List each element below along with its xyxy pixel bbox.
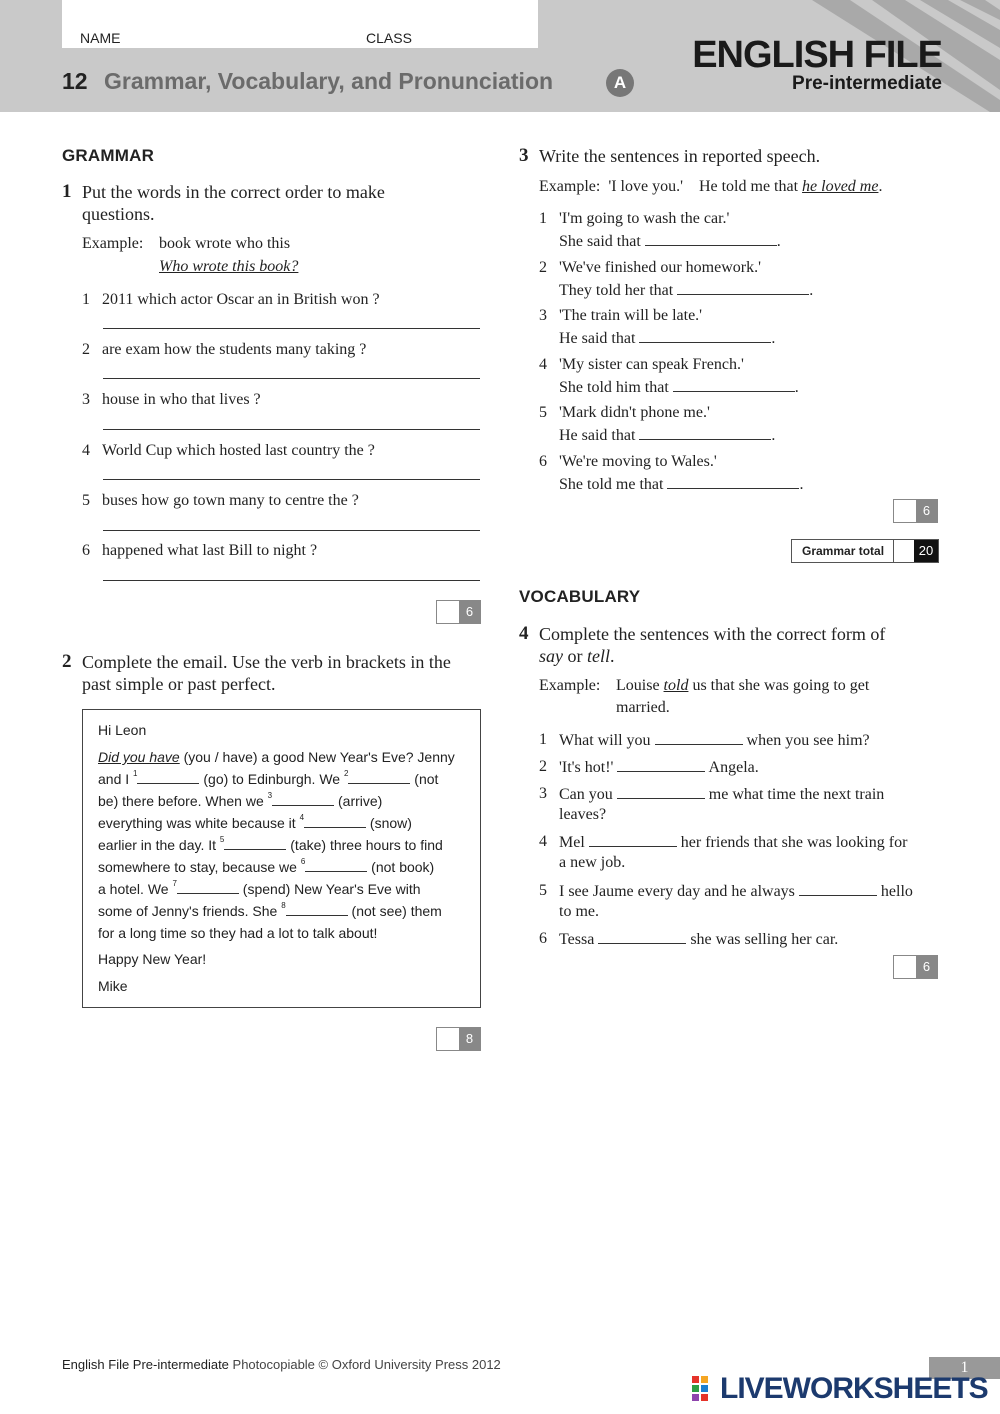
item-line bbox=[559, 729, 870, 752]
example-lead: He told me that bbox=[698, 178, 803, 195]
item-number: 5 bbox=[539, 882, 547, 899]
email-line bbox=[98, 793, 382, 809]
item-number: 4 bbox=[539, 833, 547, 850]
item-line bbox=[559, 880, 913, 903]
q2-number: 2 bbox=[62, 651, 72, 672]
item-quote: 'Mark didn't phone me.' bbox=[559, 404, 710, 421]
answer-blank[interactable] bbox=[677, 279, 809, 295]
example-pre: Louise bbox=[616, 677, 664, 694]
item-post2: leaves? bbox=[559, 806, 607, 823]
q4-instruction-line: Complete the sentences with the correct form of bbox=[539, 624, 886, 644]
example-quote: 'I love you.' bbox=[608, 178, 683, 195]
item-line bbox=[559, 831, 907, 854]
example-end: . bbox=[878, 178, 883, 195]
example-answer: told bbox=[663, 677, 689, 694]
item-text: house in who that lives ? bbox=[102, 391, 261, 408]
email-line: for a long time so they had a lot to talk about! bbox=[98, 925, 378, 941]
gap-blank[interactable] bbox=[224, 837, 286, 850]
page-number: 1 bbox=[929, 1357, 1000, 1379]
item-pre: Mel bbox=[559, 834, 589, 851]
q4-score-box[interactable] bbox=[893, 955, 938, 979]
email-text: earlier in the day. It bbox=[98, 837, 220, 853]
email-example: Did you have bbox=[98, 749, 180, 765]
email-line bbox=[98, 903, 442, 919]
email-line bbox=[98, 859, 434, 875]
example-label: Example: bbox=[539, 178, 601, 195]
email-signature: Mike bbox=[98, 978, 128, 994]
gap-blank[interactable] bbox=[177, 881, 239, 894]
item-number: 4 bbox=[539, 356, 547, 373]
q4-example bbox=[616, 675, 869, 697]
gap-blank[interactable] bbox=[137, 771, 199, 784]
q1-example-answer: Who wrote this book? bbox=[159, 258, 299, 275]
item-quote: 'I'm going to wash the car.' bbox=[559, 210, 730, 227]
item-pre: 'It's hot!' bbox=[559, 759, 618, 776]
score-max: 6 bbox=[916, 500, 937, 522]
item-text: happened what last Bill to night ? bbox=[102, 542, 318, 559]
email-text: (snow) bbox=[366, 815, 412, 831]
item-lead: She said that bbox=[559, 233, 641, 250]
item-quote: 'The train will be late.' bbox=[559, 307, 703, 324]
email-line bbox=[98, 771, 438, 787]
footer-brand: English File Pre-intermediate bbox=[62, 1357, 229, 1372]
email-line bbox=[98, 837, 443, 853]
gap-blank[interactable] bbox=[272, 793, 334, 806]
item-post: Angela. bbox=[705, 759, 759, 776]
brand-subtitle: Pre-intermediate bbox=[792, 73, 942, 94]
item-lead: He said that bbox=[559, 427, 636, 444]
grammar-total-label: Grammar total bbox=[802, 544, 885, 558]
item-number: 6 bbox=[539, 930, 547, 947]
brand-title: ENGLISH FILE bbox=[692, 34, 942, 76]
email-text: everything was white because it bbox=[98, 815, 300, 831]
vocabulary-heading: VOCABULARY bbox=[519, 587, 641, 606]
email-text: (arrive) bbox=[334, 793, 383, 809]
item-quote: 'We're moving to Wales.' bbox=[559, 453, 717, 470]
item-line bbox=[559, 783, 884, 806]
item-post: hello bbox=[876, 883, 913, 900]
email-line bbox=[98, 749, 455, 765]
item-quote: 'My sister can speak French.' bbox=[559, 356, 744, 373]
example-answer: he loved me bbox=[802, 178, 879, 195]
email-text: (you / have) a good New Year's Eve? Jenny bbox=[179, 749, 455, 765]
example-post: us that she was going to get bbox=[688, 677, 870, 694]
email-text: some of Jenny's friends. She bbox=[98, 903, 282, 919]
gap-number: 3 bbox=[267, 791, 273, 800]
gap-number: 8 bbox=[281, 901, 286, 910]
item-number: 3 bbox=[539, 785, 547, 802]
answer-blank[interactable] bbox=[589, 831, 677, 847]
unit-title: Grammar, Vocabulary, and Pronunciation bbox=[104, 68, 554, 94]
item-number: 6 bbox=[82, 542, 90, 559]
answer-line[interactable] bbox=[103, 479, 480, 480]
q4-example-line2: married. bbox=[616, 699, 670, 716]
item-answer-line: He said that . bbox=[559, 327, 775, 350]
grammar-heading: GRAMMAR bbox=[62, 146, 155, 165]
q3-score-box[interactable] bbox=[893, 499, 938, 523]
item-number: 2 bbox=[539, 259, 547, 276]
q4-instruction-line bbox=[539, 645, 885, 667]
q2-instruction bbox=[82, 651, 451, 695]
answer-line[interactable] bbox=[103, 580, 480, 581]
item-post: she was selling her car. bbox=[686, 931, 839, 948]
item-answer-line: She told him that . bbox=[559, 376, 799, 399]
answer-line[interactable] bbox=[103, 378, 480, 379]
q2-instruction-line: past simple or past perfect. bbox=[82, 674, 276, 694]
email-text: (spend) New Year's Eve with bbox=[238, 881, 421, 897]
item-lead: She told him that bbox=[559, 379, 669, 396]
q1-instruction-line: Put the words in the correct order to make bbox=[82, 182, 385, 202]
score-max: 8 bbox=[459, 1028, 480, 1050]
item-pre: Tessa bbox=[559, 931, 599, 948]
answer-blank[interactable] bbox=[655, 729, 743, 745]
email-text: be) there before. When we bbox=[98, 793, 268, 809]
item-text: are exam how the students many taking ? bbox=[102, 341, 367, 358]
email-text: (go) to Edinburgh. We bbox=[199, 771, 344, 787]
item-line bbox=[559, 928, 838, 951]
liveworksheets-watermark: LIVEWORKSHEETS bbox=[720, 1372, 988, 1405]
gap-blank[interactable] bbox=[348, 771, 410, 784]
item-text: 2011 which actor Oscar an in British won ? bbox=[102, 291, 380, 308]
item-lead: They told her that bbox=[559, 282, 674, 299]
email-text: (not see) them bbox=[347, 903, 442, 919]
email-closing: Happy New Year! bbox=[98, 951, 207, 967]
answer-blank[interactable] bbox=[617, 756, 705, 772]
gap-blank[interactable] bbox=[286, 903, 348, 916]
unit-number: 12 bbox=[62, 68, 88, 94]
item-post: when you see him? bbox=[742, 732, 870, 749]
item-number: 1 bbox=[539, 210, 547, 227]
score-max: 6 bbox=[916, 956, 937, 978]
unit-badge: A bbox=[606, 69, 634, 97]
q1-example-words: book wrote who this bbox=[159, 235, 291, 252]
item-answer-line: They told her that . bbox=[559, 279, 813, 302]
q3-number: 3 bbox=[519, 145, 529, 166]
email-text: (not book) bbox=[367, 859, 435, 875]
word-dot: . bbox=[610, 646, 615, 666]
name-label: NAME bbox=[80, 30, 121, 46]
answer-blank[interactable] bbox=[673, 376, 795, 392]
item-post: her friends that she was looking for bbox=[676, 834, 908, 851]
email-greeting: Hi Leon bbox=[98, 722, 147, 738]
item-number: 5 bbox=[82, 492, 90, 509]
item-quote: 'We've finished our homework.' bbox=[559, 259, 761, 276]
item-text: World Cup which hosted last country the ? bbox=[102, 442, 375, 459]
word-tell: tell bbox=[587, 646, 610, 666]
item-number: 6 bbox=[539, 453, 547, 470]
gap-blank[interactable] bbox=[304, 815, 366, 828]
item-text: buses how go town many to centre the ? bbox=[102, 492, 359, 509]
answer-blank[interactable] bbox=[667, 473, 799, 489]
page-header bbox=[0, 0, 1000, 112]
q1-instruction bbox=[82, 181, 385, 225]
item-lead: He said that bbox=[559, 330, 636, 347]
q1-score-box[interactable] bbox=[436, 600, 481, 624]
item-lead: She told me that bbox=[559, 476, 664, 493]
email-text: a hotel. We bbox=[98, 881, 173, 897]
word-say: say bbox=[539, 646, 563, 666]
q4-number: 4 bbox=[519, 623, 529, 644]
gap-number: 2 bbox=[343, 769, 349, 778]
gap-blank[interactable] bbox=[305, 859, 367, 872]
item-answer-line: She said that . bbox=[559, 230, 781, 253]
item-pre: Can you bbox=[559, 786, 617, 803]
item-number: 5 bbox=[539, 404, 547, 421]
grammar-total-box bbox=[791, 539, 939, 563]
gap-number: 5 bbox=[219, 835, 225, 844]
item-answer-line: He said that . bbox=[559, 424, 775, 447]
item-number: 4 bbox=[82, 442, 90, 459]
liveworksheets-logo-icon bbox=[692, 1374, 718, 1406]
q1-example-label: Example: bbox=[82, 235, 144, 252]
score-max: 6 bbox=[459, 601, 480, 623]
email-line bbox=[98, 881, 421, 897]
q1-number: 1 bbox=[62, 181, 72, 202]
item-number: 2 bbox=[539, 758, 547, 775]
answer-line[interactable] bbox=[103, 328, 480, 329]
answer-blank[interactable] bbox=[645, 230, 777, 246]
answer-blank[interactable] bbox=[617, 783, 705, 799]
q3-example bbox=[539, 176, 882, 198]
q3-instruction: Write the sentences in reported speech. bbox=[539, 146, 821, 166]
q4-example-label: Example: bbox=[539, 677, 601, 694]
answer-line[interactable] bbox=[103, 530, 480, 531]
footer-copyright bbox=[62, 1357, 501, 1372]
item-line bbox=[559, 756, 759, 779]
q4-instruction bbox=[539, 623, 885, 667]
word-or: or bbox=[563, 646, 587, 666]
q1-instruction-line: questions. bbox=[82, 204, 155, 224]
email-text: (take) three hours to find bbox=[286, 837, 443, 853]
item-number: 1 bbox=[539, 731, 547, 748]
grammar-total-value: 20 bbox=[914, 540, 938, 562]
item-post2: a new job. bbox=[559, 854, 626, 871]
gap-number: 1 bbox=[133, 769, 138, 778]
q2-instruction-line: Complete the email. Use the verb in brackets in the bbox=[82, 652, 451, 672]
email-text: (not bbox=[410, 771, 439, 787]
q2-score-box[interactable] bbox=[436, 1027, 481, 1051]
item-number: 3 bbox=[82, 391, 90, 408]
name-class-bar bbox=[62, 0, 538, 48]
footer-rest: Photocopiable © Oxford University Press 2012 bbox=[228, 1357, 501, 1372]
email-text: and I bbox=[98, 771, 134, 787]
answer-blank[interactable] bbox=[799, 880, 877, 896]
grammar-total-input[interactable] bbox=[893, 540, 914, 562]
gap-number: 6 bbox=[300, 857, 306, 866]
item-number: 3 bbox=[539, 307, 547, 324]
item-post: me what time the next train bbox=[704, 786, 885, 803]
gap-number: 7 bbox=[172, 879, 177, 888]
gap-number: 4 bbox=[299, 813, 305, 822]
answer-line[interactable] bbox=[103, 429, 480, 430]
answer-blank[interactable] bbox=[598, 928, 686, 944]
item-pre: What will you bbox=[559, 732, 655, 749]
class-label: CLASS bbox=[366, 30, 412, 46]
email-text: somewhere to stay, because we bbox=[98, 859, 301, 875]
email-box bbox=[82, 709, 481, 1008]
answer-blank[interactable] bbox=[639, 327, 771, 343]
answer-blank[interactable] bbox=[639, 424, 771, 440]
item-number: 1 bbox=[82, 291, 90, 308]
email-line bbox=[98, 815, 412, 831]
item-pre: I see Jaume every day and he always bbox=[559, 883, 799, 900]
item-post2: to me. bbox=[559, 903, 599, 920]
item-number: 2 bbox=[82, 341, 90, 358]
item-answer-line: She told me that . bbox=[559, 473, 803, 496]
